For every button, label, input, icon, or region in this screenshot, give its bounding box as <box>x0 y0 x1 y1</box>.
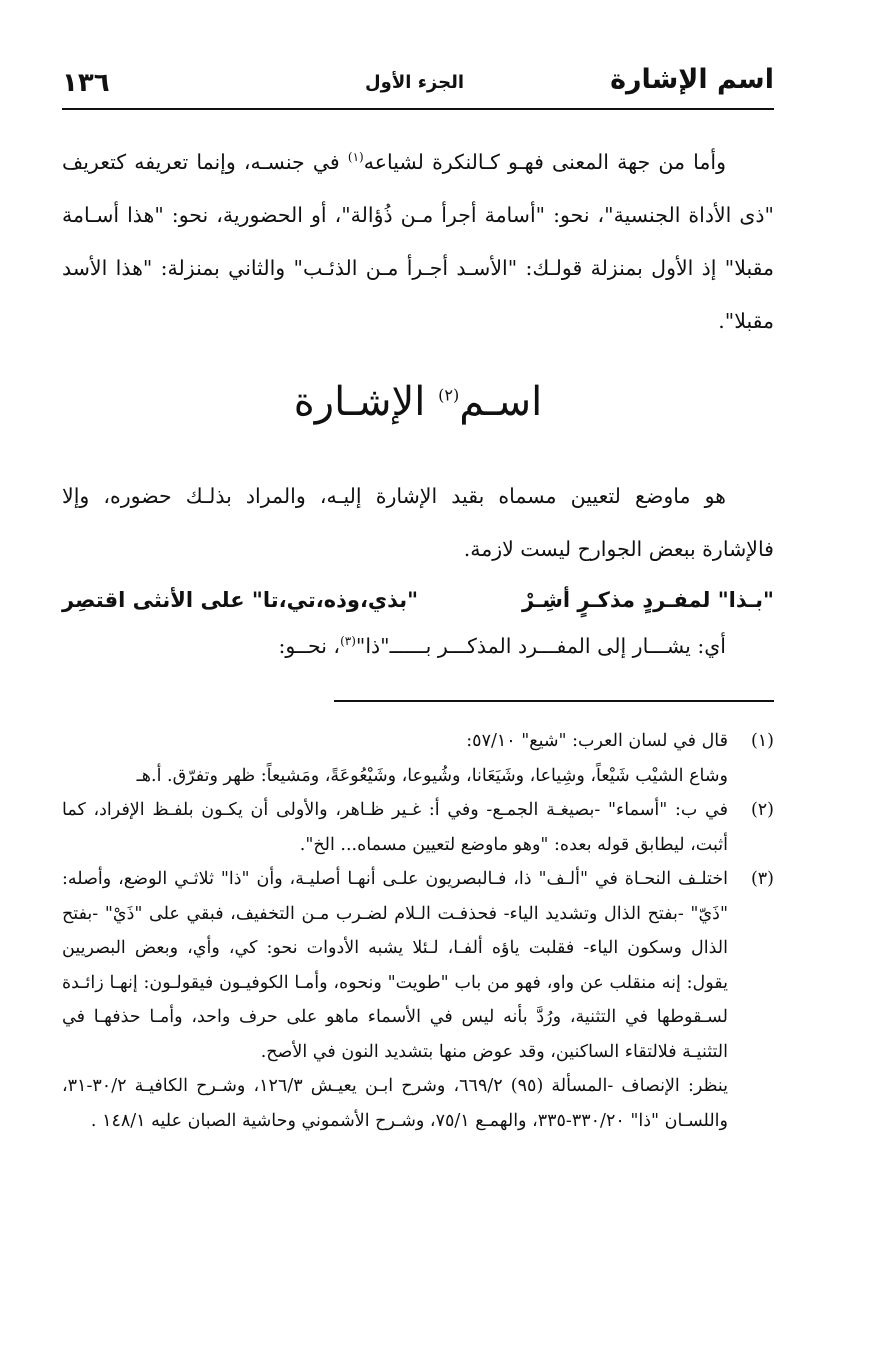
running-header-volume: الجزء الأول <box>365 72 464 93</box>
paragraph-definition: هو ماوضع لتعيين مسماه بقيد الإشارة إليـه، والمراد بذلـك حضوره، وإلا فالإشارة ببعض الجوارح ليست لازمة. <box>62 484 774 561</box>
footnote-line: في ب: "أسماء" -بصيغـة الجمـع- وفي أ: غـير ظـاهر، والأولى أن يكـون بلفـظ الإفراد، كما أثبت، ليطابق قوله بعده: "وهو ماوضع لتعيين مسماه... الخ". <box>62 800 728 855</box>
footnote-line: وشاع الشيْب شَيْعاً، وشِياعا، وشَيَعَانا، وشُيوعا، وشَيْعُوعَةً، ومَشيعاً: ظهر وتفرّق. أ.هـ <box>136 765 728 786</box>
book-page <box>62 58 774 1138</box>
running-header-section-title: اسم الإشارة <box>610 64 774 95</box>
section-heading-text: اسـم <box>459 379 543 425</box>
paragraph-explanation <box>62 624 774 668</box>
footnote-number: (١) <box>750 731 774 751</box>
footnote-separator <box>334 700 774 702</box>
section-heading <box>62 354 774 450</box>
verse-line <box>62 576 774 624</box>
footnote-number: (٣) <box>750 869 774 889</box>
section-heading-text: الإشـارة <box>293 379 439 425</box>
paragraph-text: ، نحــو: <box>278 634 341 658</box>
footnote-number: (٢) <box>750 800 774 820</box>
footnote-body <box>62 793 728 862</box>
paragraph-definition-meaning <box>62 136 774 348</box>
footnote-reference: (٢) <box>438 385 460 405</box>
page-number: ١٣٦ <box>62 68 110 98</box>
footnote-reference: (٣) <box>340 634 356 649</box>
footnote-reference: (١) <box>347 150 364 165</box>
footnote-body <box>62 862 728 1069</box>
footnote-body <box>62 724 728 793</box>
paragraph-text: في جنسـه، وإنما تعريفه كتعريف "ذى الأداة الجنسية"، نحو: "أسامة أجرأ مـن ذُؤالة"، أو الحضورية، نحو: "هذا أسـامة مقبلا" إذ الأول بمنزلة قولـك: "الأسـد أجـرأ مـن الذئـب" والثاني بمنزلة: "هذا الأسد مقبلا". <box>62 150 774 333</box>
verse-hemistich-second: "بذي،وذه،تي،تا" على الأنثى اقتصِر <box>62 588 419 612</box>
paragraph-text: وأما من جهة المعنى فهـو كـالنكرة لشياعه <box>363 150 726 174</box>
footnote <box>62 724 774 793</box>
footnotes <box>62 724 774 1138</box>
footnote <box>62 793 774 862</box>
footnote-line: قال في لسان العرب: "شيع" ٥٧/١٠: <box>466 731 728 751</box>
paragraph-text: أي: يشـــار إلى المفـــرد المذكـــر بــــــ"ذا" <box>355 634 726 658</box>
verse-hemistich-first: "بـذا" لمفـردٍ مذكـرٍ أشِـرْ <box>522 588 774 612</box>
running-header <box>62 58 774 110</box>
footnote <box>62 862 774 1069</box>
main-text <box>62 136 774 668</box>
footnote-line: اختلـف النحـاة في "ألـف" ذا، فـالبصريون علـى أنهـا أصليـة، وأن "ذا" ثلاثـي الوضع، وأصله: "ذَيّ" -بفتح الذال وتشديد الياء- فحذفـت الـلام لضـرب مـن التخفيف، فبقي على "ذَيْ" -بفتح الذال وسكون الياء- فقلبت ياؤه ألفـا، لـئلا يشبه الأدوات نحو: كي، وأي، وبعض البصريين يقول: إنه منقلب عن واو، فهو من باب "طويت" ونحوه، وأمـا الكوفيـون فيقولـون: إنهـا زائـدة لسـقوطها في التثنية، ورُدَّ بأنه ليس في الأسماء ماهو على حرف واحد، وأمـا حذفهـا في التثنيـة فلالتقاء الساكنين، وقد عوض منها بتشديد النون في الأصح. <box>62 869 728 1062</box>
footnote-references: ينظر: الإنصاف -المسألة (٩٥) ٦٦٩/٢، وشرح ابـن يعيـش ١٢٦/٣، وشـرح الكافيـة ٣٠/٢-٣١، واللسـان "ذا" ٣٣٠/٢٠-٣٣٥، والهمـع ٧٥/١، وشـرح الأشموني وحاشية الصبان عليه ١٤٨/١ . <box>62 1076 728 1131</box>
